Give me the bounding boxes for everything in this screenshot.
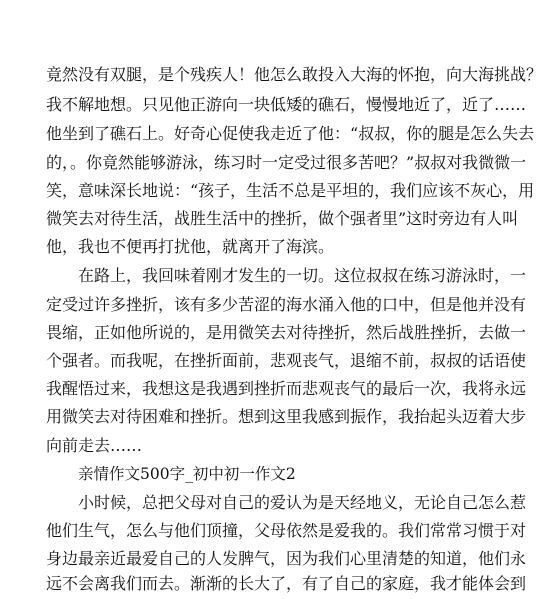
paragraph-1-line: 的，。你竟然能够游泳，练习时一定受过很多苦吧？”叔叔对我微微一	[46, 153, 527, 172]
paragraph-3-line: 远不会离我们而去。渐渐的长大了，有了自己的家庭，我才能体会到	[46, 574, 527, 593]
paragraph-2-line: 在路上，我回味着刚才发生的一切。这位叔叔在练习游泳时，一	[78, 266, 527, 285]
paragraph-2-line: 用微笑去对待困难和挫折。想到这里我感到振作，我抬起头迈着大步	[46, 407, 527, 426]
paragraph-2-line: 向前走去……	[46, 436, 143, 455]
paragraph-3-line: 小时候，总把父母对自己的爱认为是天经地义，无论自己怎么惹	[78, 493, 527, 512]
paragraph-1-line: 竟然没有双腿，是个残疾人！他怎么敢投入大海的怀抱，向大海挑战？	[46, 65, 542, 84]
paragraph-2-line: 定受过许多挫折，该有多少苦涩的海水涌入他的口中，但是他并没有	[46, 295, 527, 314]
paragraph-1-line: 他，我也不便再打扰他，就离开了海滨。	[46, 237, 335, 256]
paragraph-2-line: 个强者。而我呢，在挫折面前，悲观丧气，退缩不前，叔叔的话语使	[46, 351, 527, 370]
paragraph-3-line: 身边最亲近最爱自己的人发脾气，因为我们心里清楚的知道，他们永	[46, 549, 527, 568]
paragraph-1-line: 他坐到了礁石上。好奇心促使我走近了他：“叔叔，你的腿是怎么失去	[46, 124, 535, 143]
paragraph-1-line: 笑，意味深长地说：“孩子，生活不总是平坦的，我们应该不灰心，用	[46, 181, 535, 200]
article-title: 亲情作文500字_初中初一作文2	[78, 465, 296, 483]
paragraph-3-line: 他们生气，怎么与他们顶撞，父母依然是爱我的。我们常常习惯于对	[46, 521, 527, 540]
paragraph-2-line: 畏缩，正如他所说的，是用微笑去对待挫折，然后战胜挫折，去做一	[46, 323, 527, 342]
paragraph-2-line: 我醒悟过来，我想这是我遇到挫折而悲观丧气的最后一次，我将永远	[46, 379, 527, 398]
paragraph-1-line: 我不解地想。只见他正游向一块低矮的礁石，慢慢地近了，近了……	[46, 95, 527, 114]
paragraph-1-line: 微笑去对待生活，战胜生活中的挫折，做个强者里”这时旁边有人叫	[46, 209, 519, 228]
